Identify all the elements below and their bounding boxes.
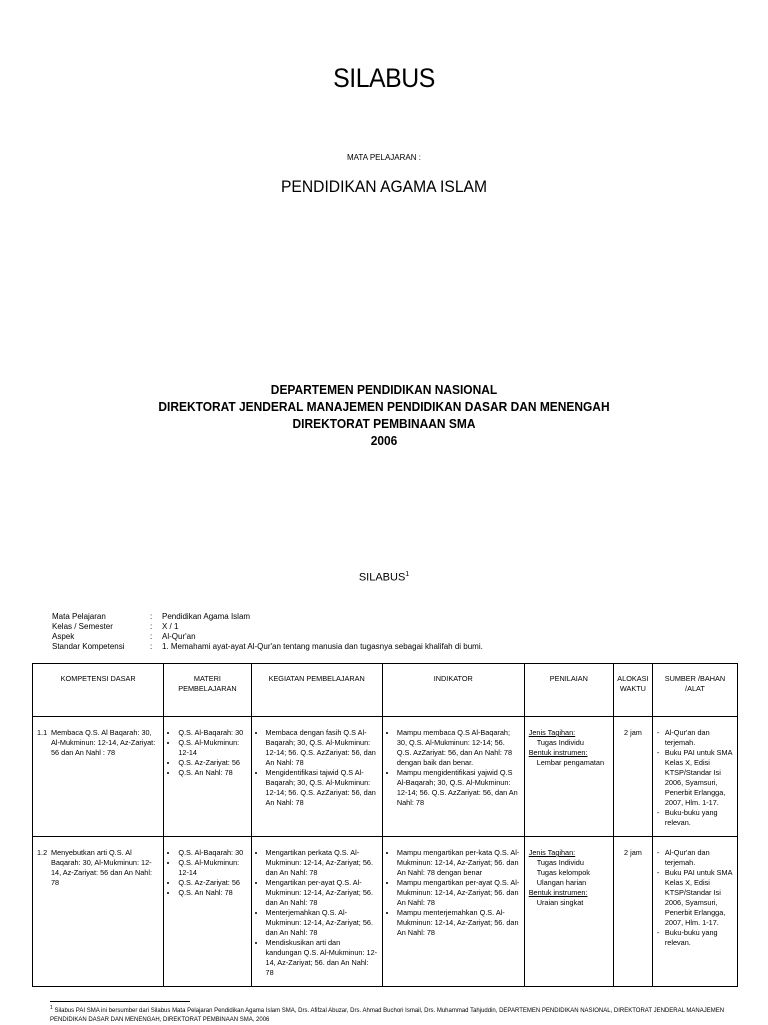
sumber-item: [657, 728, 733, 748]
header-alokasi: ALOKASI WAKTU: [613, 664, 652, 717]
org-line-1: DEPARTEMEN PENDIDIKAN NASIONAL: [270, 382, 498, 397]
footnote-text: Silabus PAI SMA ini bersumber dari Silabus Mata Pelajaran Pendidikan Agama Islam SMA, Drs. Afifzal Abuzar, Drs. Ahmad Buchori Ismail, Drs. Muhammad Tahjuddin, DEPARTEMEN PENDIDIKAN NASIONAL, DIREKTORAT JENDERAL MANAJEMEN PENDIDIKAN DASAR DAN MENENGAH, DIREKTORAT PEMBINAAN SMA, 2006: [50, 1008, 725, 1023]
penilaian-cell: [524, 717, 613, 837]
footnote: [50, 1004, 740, 1025]
kompetensi-dasar-cell: [33, 837, 164, 987]
materi-item: • Q.S. Al-Baqarah: 30: [178, 728, 246, 738]
sumber-text: Buku PAI untuk SMA Kelas X, Edisi KTSP/Standar Isi 2006, Syamsuri, Penerbit Erlangga, 2007, Hlm. 1-17.: [664, 868, 733, 927]
kegiatan-list: [256, 728, 378, 808]
meta-colon: :: [150, 622, 153, 631]
jenis-tagihan-item: Ulangan harian: [536, 878, 587, 887]
table-row: [33, 837, 738, 987]
sumber-text: Buku-buku yang relevan.: [664, 928, 718, 947]
sumber-item: [657, 748, 733, 808]
silabus-heading: [0, 571, 768, 584]
kompetensi-dasar-cell: [33, 717, 164, 837]
dash-marker: -: [656, 928, 660, 937]
jenis-tagihan-item: Tugas Individu: [536, 738, 584, 747]
meta-row: [52, 632, 483, 642]
sumber-item: [657, 848, 733, 868]
header-kegiatan: KEGIATAN PEMBELAJARAN: [251, 664, 382, 717]
subject-title: PENDIDIKAN AGAMA ISLAM: [281, 177, 487, 196]
header-materi: MATERI PEMBELAJARAN: [164, 664, 251, 717]
table-row: [33, 717, 738, 837]
kegiatan-cell: [251, 717, 382, 837]
kompetensi-dasar: [37, 848, 159, 888]
dash-marker: -: [656, 748, 660, 757]
header-sumber: SUMBER /BAHAN /ALAT: [652, 664, 737, 717]
penilaian-cell: [524, 837, 613, 987]
kegiatan-list: [256, 848, 378, 978]
silabus-heading-text: SILABUS: [358, 571, 406, 584]
kd-number: 1.1: [37, 728, 48, 737]
alokasi-cell: 2 jam: [613, 837, 652, 987]
meta-value: Pendidikan Agama Islam: [162, 612, 251, 621]
sumber-item: [657, 928, 733, 948]
meta-row: [52, 612, 483, 622]
indikator-item: • Mampu mengidentifikasi yajwid Q.S Al-Baqarah; 30, Q.S. Al-Mukminun: 12-14; 56. Q.S. AzZariyat: 56, dan An Nahl: 78: [397, 768, 520, 808]
meta-key: Aspek: [52, 632, 75, 641]
jenis-tagihan-label: Jenis Tagihan:: [528, 728, 576, 737]
materi-item: • Q.S. An Nahl: 78: [178, 768, 246, 778]
materi-list: [168, 728, 246, 778]
footnote-reference[interactable]: 1: [405, 571, 410, 578]
alokasi-cell: 2 jam: [613, 717, 652, 837]
meta-value: X / 1: [162, 622, 179, 631]
dash-marker: -: [656, 868, 660, 877]
sumber-text: Buku PAI untuk SMA Kelas X, Edisi KTSP/Standar Isi 2006, Syamsuri, Penerbit Erlangga, 2007, Hlm. 1-17.: [664, 748, 733, 807]
indikator-item: • Mampu membaca Q.S Al-Baqarah; 30, Q.S. Al-Mukminun: 12-14; 56. Q.S. AzZariyat: 56, dan An Nahl: 78 dengan baik dan benar.: [397, 728, 520, 768]
indikator-list: [387, 848, 520, 938]
org-year: 2006: [370, 433, 398, 448]
meta-row: [52, 642, 483, 652]
dash-marker: -: [656, 728, 660, 737]
sumber-cell: [652, 837, 737, 987]
kegiatan-item: • Mengartikan perkata Q.S. Al-Mukminun: 12-14, Az-Zariyat; 56. dan An Nahl: 78: [266, 848, 378, 878]
materi-item: • Q.S. An Nahl: 78: [178, 888, 246, 898]
indikator-item: • Mampu mengartikan per-kata Q.S. Al-Mukminun: 12-14, Az-Zariyat; 56. dan An Nahl: 78 dengan benar: [397, 848, 520, 878]
kegiatan-item: • Mengartikan per-ayat Q.S. Al-Mukminun: 12-14, Az-Zariyat; 56. dan An Nahl: 78: [266, 878, 378, 908]
materi-item: • Q.S. Al-Mukminun: 12-14: [178, 858, 246, 878]
kegiatan-item: • Menterjemahkan Q.S. Al-Mukminun: 12-14, Az-Zariyat; 56. dan An Nahl: 78: [266, 908, 378, 938]
sumber-text: Al-Qur'an dan terjemah.: [664, 728, 710, 747]
mata-pelajaran-label: MATA PELAJARAN :: [347, 153, 421, 162]
meta-value: Al-Qur'an: [162, 632, 196, 641]
bentuk-instrumen-item: Uraian singkat: [536, 898, 584, 907]
sumber-item: [657, 808, 733, 828]
header-penilaian: PENILAIAN: [524, 664, 613, 717]
meta-value: 1. Memahami ayat-ayat Al-Qur'an tentang manusia dan tugasnya sebagai khalifah di bumi.: [162, 642, 483, 651]
kegiatan-cell: [251, 837, 382, 987]
kompetensi-dasar: [37, 728, 159, 758]
materi-item: • Q.S. Al-Mukminun: 12-14: [178, 738, 246, 758]
footnote-mark: 1: [50, 1005, 53, 1011]
table-header-row: [33, 664, 738, 717]
table-body: [33, 717, 738, 987]
materi-cell: [164, 837, 251, 987]
materi-item: • Q.S. Az-Zariyat: 56: [178, 758, 246, 768]
dash-marker: -: [656, 808, 660, 817]
kegiatan-item: • Mendiskusikan arti dan kandungan Q.S. Al-Mukminun: 12-14, Az-Zariyat; 56. dan An Nahl: 78: [266, 938, 378, 978]
materi-list: [168, 848, 246, 898]
materi-item: • Q.S. Al-Baqarah: 30: [178, 848, 246, 858]
sumber-text: Al-Qur'an dan terjemah.: [664, 848, 710, 867]
materi-cell: [164, 717, 251, 837]
bentuk-instrumen-label: Bentuk instrumen:: [528, 888, 588, 897]
kd-text: Membaca Q.S. Al Baqarah: 30, Al-Mukminun: 12-14, Az-Zariyat: 56 dan An Nahl : 78: [51, 728, 156, 757]
indikator-cell: [382, 837, 524, 987]
meta-info: [52, 612, 483, 652]
jenis-tagihan-label: Jenis Tagihan:: [528, 848, 576, 857]
materi-item: • Q.S. Az-Zariyat: 56: [178, 878, 246, 888]
meta-key: Kelas / Semester: [52, 622, 113, 631]
org-line-3: DIREKTORAT PEMBINAAN SMA: [292, 416, 476, 431]
sumber-item: [657, 868, 733, 928]
document-title: SILABUS: [333, 63, 435, 93]
indikator-item: • Mampu menterjemahkan Q.S. Al-Mukminun: 12-14, Az-Zariyat; 56. dan An Nahl: 78: [397, 908, 520, 938]
organization-block: [31, 381, 738, 449]
meta-colon: :: [150, 642, 153, 651]
kd-number: 1.2: [37, 848, 48, 857]
jenis-tagihan-item: Tugas Individu: [536, 858, 584, 867]
meta-key: Standar Kompetensi: [52, 642, 125, 651]
footnote-divider: [50, 1001, 190, 1002]
indikator-cell: [382, 717, 524, 837]
kegiatan-item: • Mengidentifikasi tajwid Q.S Al-Baqarah; 30, Q.S. Al-Mukminun: 12-14; 56. Q.S. AzZariyat: 56, dan An Nahl: 78: [266, 768, 378, 808]
header-kompetensi-dasar: KOMPETENSI DASAR: [33, 664, 164, 717]
meta-colon: :: [150, 612, 153, 621]
indikator-item: • Mampu mengartikan per-ayat Q.S. Al-Mukminun: 12-14, Az-Zariyat; 56. dan An Nahl: 78: [397, 878, 520, 908]
sumber-text: Buku-buku yang relevan.: [664, 808, 718, 827]
header-indikator: INDIKATOR: [382, 664, 524, 717]
dash-marker: -: [656, 848, 660, 857]
bentuk-instrumen-item: Lembar pengamatan: [536, 758, 605, 767]
kd-text: Menyebutkan arti Q.S. Al Baqarah: 30, Al-Mukminun: 12-14, Az-Zariyat: 56 dan An Nahl: 78: [51, 848, 152, 887]
meta-colon: :: [150, 632, 153, 641]
jenis-tagihan-item: Tugas kelompok: [536, 868, 590, 877]
sumber-cell: [652, 717, 737, 837]
meta-row: [52, 622, 483, 632]
kegiatan-item: • Membaca dengan fasih Q.S Al-Baqarah; 30, Q.S. Al-Mukminun: 12-14; 56. Q.S. AzZariyat: 56, dan An Nahl: 78: [266, 728, 378, 768]
syllabus-table: [32, 663, 738, 987]
org-line-2: DIREKTORAT JENDERAL MANAJEMEN PENDIDIKAN DASAR DAN MENENGAH: [158, 399, 610, 414]
indikator-list: [387, 728, 520, 808]
bentuk-instrumen-label: Bentuk instrumen:: [528, 748, 588, 757]
meta-key: Mata Pelajaran: [52, 612, 106, 621]
